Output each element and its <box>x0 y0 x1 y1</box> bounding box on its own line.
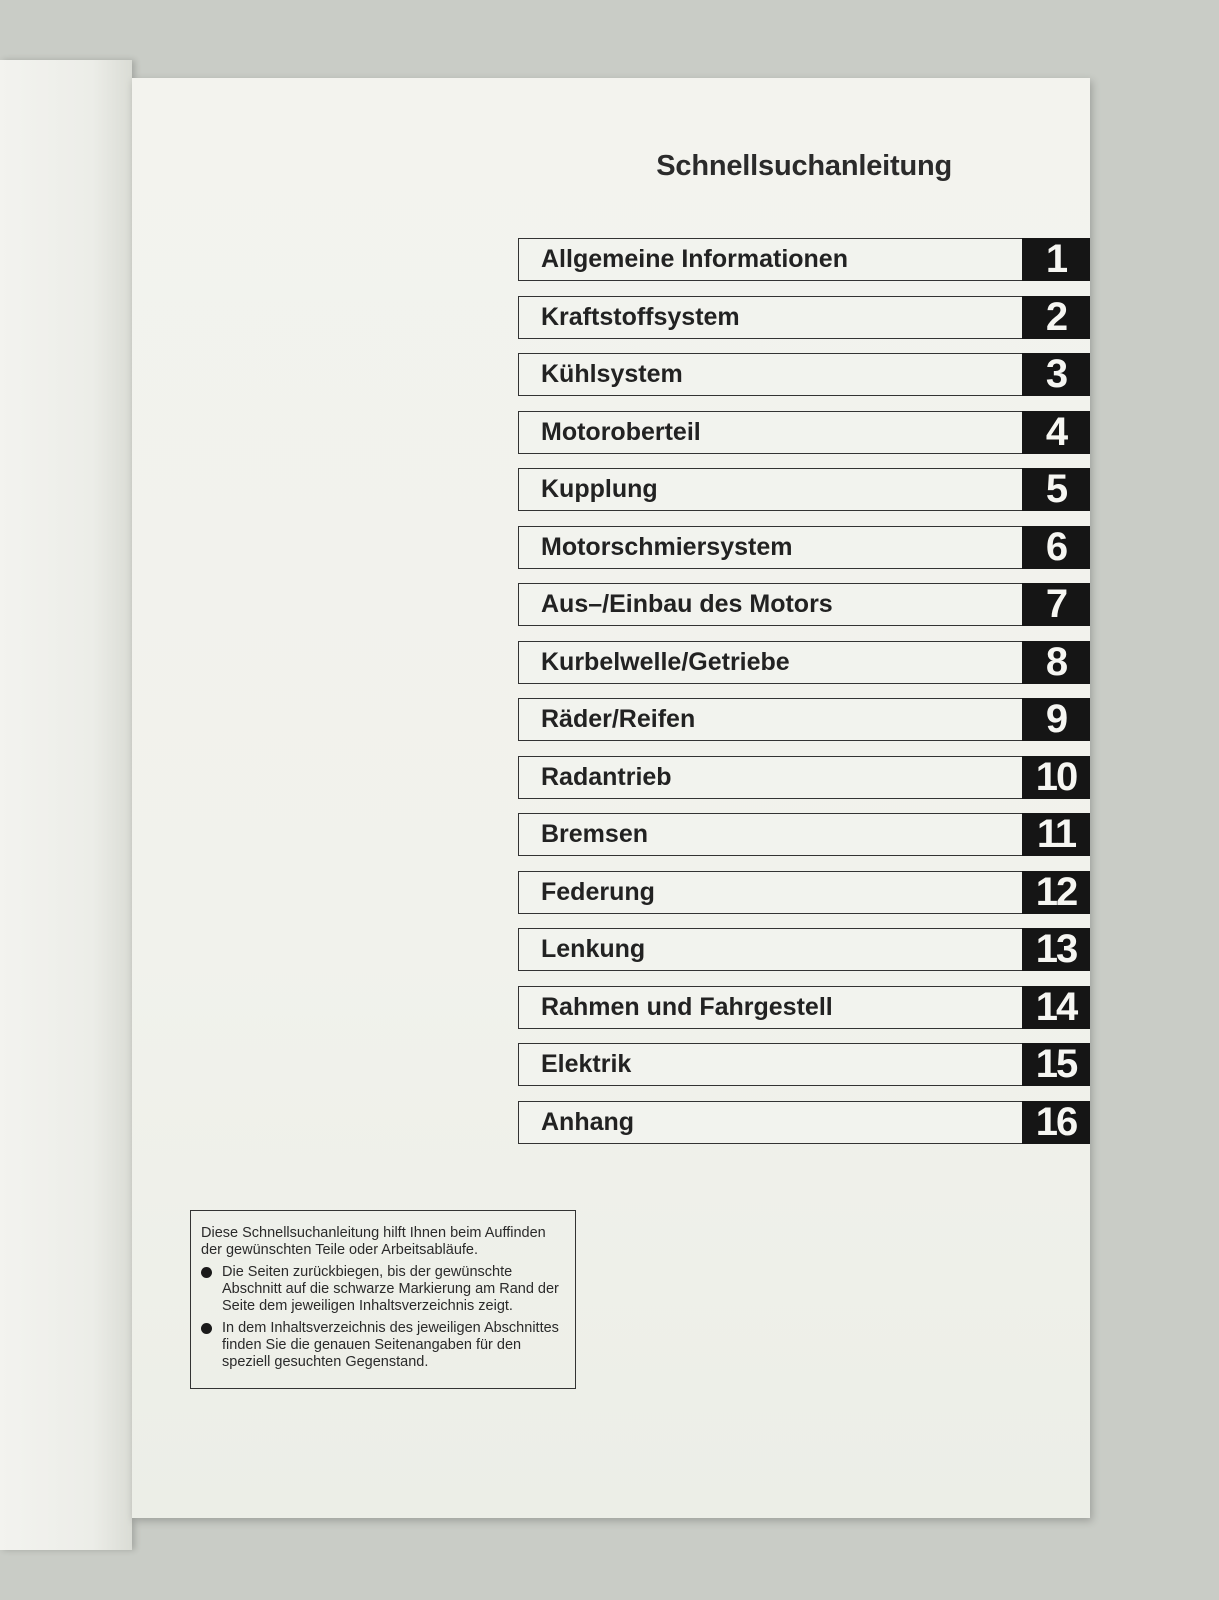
section-row[interactable] <box>518 1043 1090 1086</box>
section-row[interactable] <box>518 296 1090 339</box>
section-number-tab: 16 <box>1022 1101 1090 1144</box>
note-bullet-text: In dem Inhaltsverzeichnis des jeweiligen Abschnittes finden Sie die genauen Seitenangaben für den speziell gesuchten Gegenstand. <box>222 1320 559 1370</box>
section-number-tab: 6 <box>1022 526 1090 569</box>
section-row[interactable] <box>518 526 1090 569</box>
section-number-tab: 12 <box>1022 871 1090 914</box>
section-number-tab: 9 <box>1022 698 1090 741</box>
section-row[interactable] <box>518 986 1090 1029</box>
page-title: Schnellsuchanleitung <box>656 150 952 182</box>
section-number-tab: 13 <box>1022 928 1090 971</box>
section-label: Motorschmiersystem <box>518 526 1022 569</box>
section-number-tab: 4 <box>1022 411 1090 454</box>
usage-note <box>190 1210 576 1389</box>
section-index <box>518 238 1090 1158</box>
section-label: Anhang <box>518 1101 1022 1144</box>
section-label: Kühlsystem <box>518 353 1022 396</box>
section-number-tab: 7 <box>1022 583 1090 626</box>
section-label: Lenkung <box>518 928 1022 971</box>
section-number-tab: 5 <box>1022 468 1090 511</box>
bullet-icon <box>201 1267 212 1278</box>
section-number-tab: 2 <box>1022 296 1090 339</box>
section-label: Elektrik <box>518 1043 1022 1086</box>
document-page <box>132 78 1090 1518</box>
section-number-tab: 1 <box>1022 238 1090 281</box>
section-label: Allgemeine Informationen <box>518 238 1022 281</box>
section-label: Motoroberteil <box>518 411 1022 454</box>
section-row[interactable] <box>518 583 1090 626</box>
section-row[interactable] <box>518 468 1090 511</box>
bullet-icon <box>201 1323 212 1334</box>
section-number-tab: 10 <box>1022 756 1090 799</box>
section-row[interactable] <box>518 871 1090 914</box>
section-number-tab: 11 <box>1022 813 1090 856</box>
section-number-tab: 8 <box>1022 641 1090 684</box>
section-number-tab: 14 <box>1022 986 1090 1029</box>
section-label: Kraftstoffsystem <box>518 296 1022 339</box>
section-label: Aus–/Einbau des Motors <box>518 583 1022 626</box>
section-row[interactable] <box>518 411 1090 454</box>
section-number-tab: 3 <box>1022 353 1090 396</box>
section-row[interactable] <box>518 756 1090 799</box>
section-label: Federung <box>518 871 1022 914</box>
section-row[interactable] <box>518 698 1090 741</box>
section-label: Räder/Reifen <box>518 698 1022 741</box>
section-label: Radantrieb <box>518 756 1022 799</box>
section-label: Rahmen und Fahrgestell <box>518 986 1022 1029</box>
section-label: Bremsen <box>518 813 1022 856</box>
section-row[interactable] <box>518 928 1090 971</box>
section-row[interactable] <box>518 353 1090 396</box>
section-row[interactable] <box>518 238 1090 281</box>
section-label: Kupplung <box>518 468 1022 511</box>
note-bullet <box>201 1320 565 1371</box>
section-row[interactable] <box>518 641 1090 684</box>
section-label: Kurbelwelle/Getriebe <box>518 641 1022 684</box>
section-number-tab: 15 <box>1022 1043 1090 1086</box>
left-page <box>0 60 132 1550</box>
note-bullet <box>201 1264 565 1315</box>
note-intro: Diese Schnellsuchanleitung hilft Ihnen beim Auffinden der gewünschten Teile oder Arbeitsabläufe. <box>201 1225 546 1258</box>
section-row[interactable] <box>518 1101 1090 1144</box>
section-row[interactable] <box>518 813 1090 856</box>
note-bullet-text: Die Seiten zurückbiegen, bis der gewünschte Abschnitt auf die schwarze Markierung am Rand der Seite dem jeweiligen Inhaltsverzeichnis zeigt. <box>222 1264 559 1314</box>
